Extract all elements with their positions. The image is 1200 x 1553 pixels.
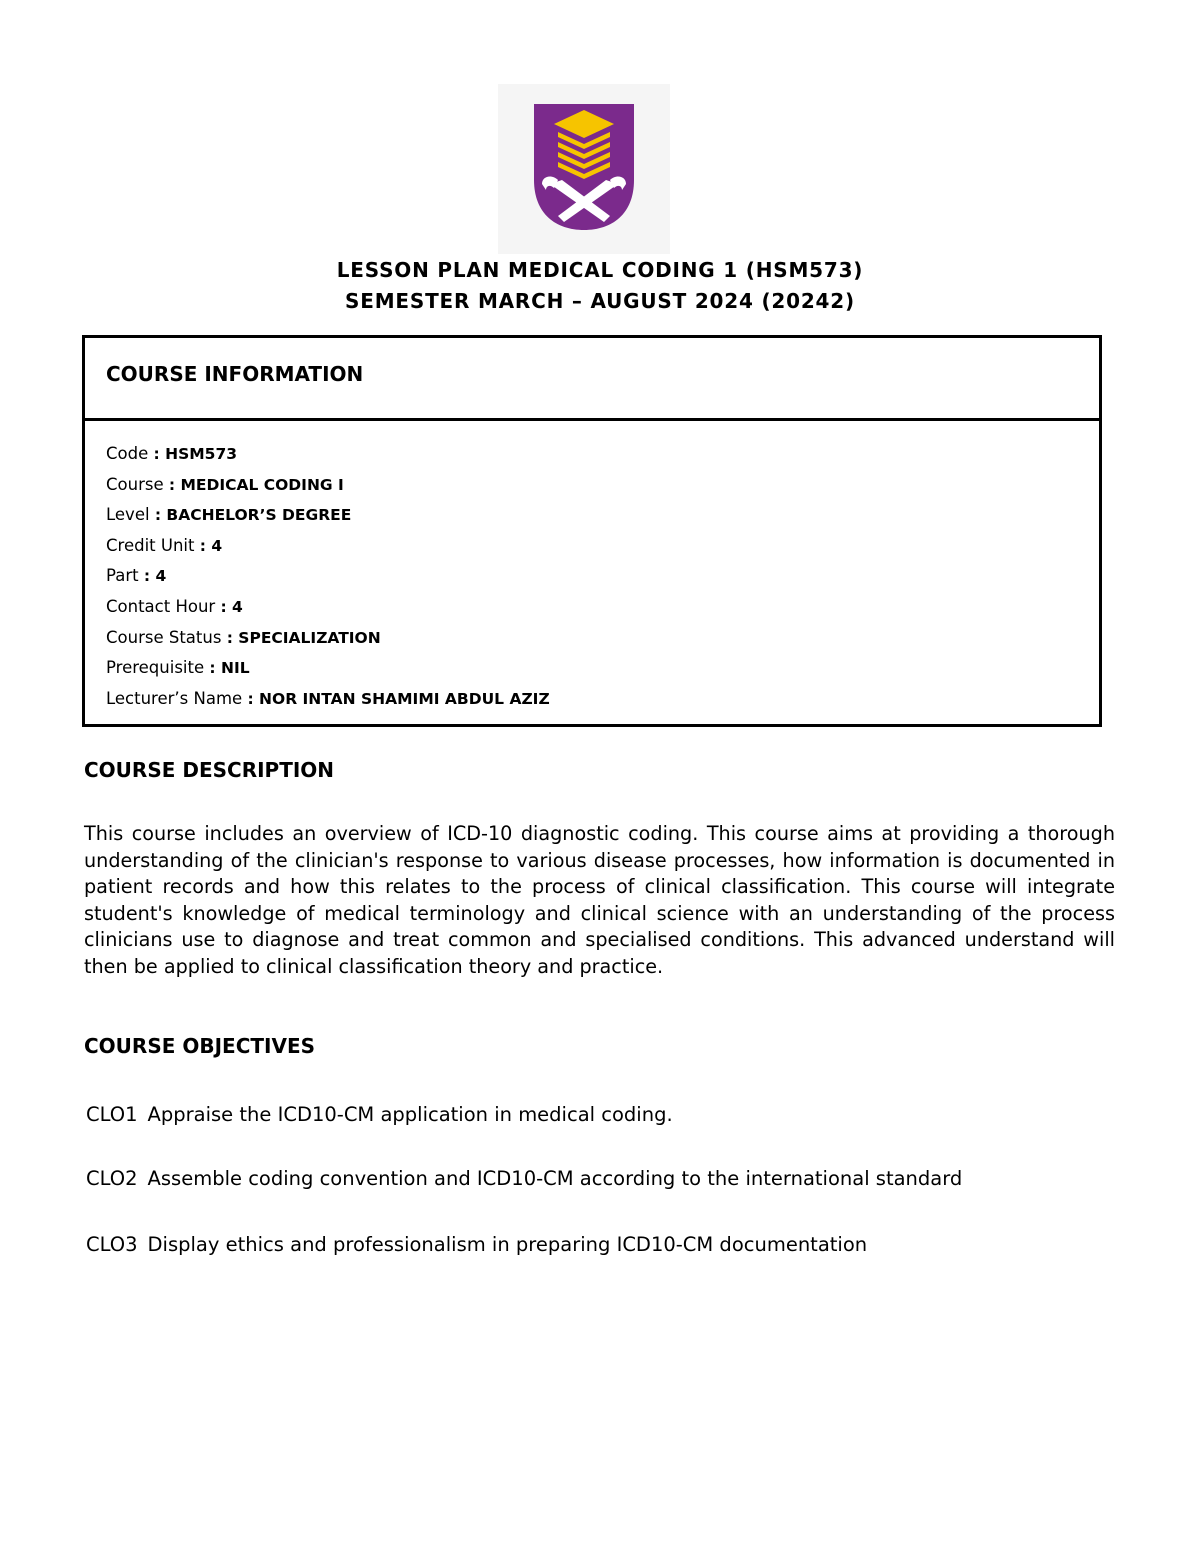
info-label: Prerequisite [106,658,205,678]
course-information-header [85,338,1099,421]
info-row-course-status: Course Status : SPECIALIZATION [106,627,381,647]
objective-code: CLO1 [86,1103,138,1126]
info-value: 4 [232,597,243,616]
info-label: Lecturer’s Name [106,688,243,708]
objective-text: Display ethics and professionalism in preparing ICD10-CM documentation [147,1233,868,1256]
info-label: Code [106,444,149,463]
objective-item [86,1233,867,1256]
info-label: Level [106,505,150,525]
info-row-code: Code : HSM573 [106,444,238,463]
info-label: Course Status [106,627,222,647]
objective-code: CLO2 [86,1167,138,1190]
objective-text: Assemble coding convention and ICD10-CM according to the international standard [147,1167,963,1190]
document-subtitle: SEMESTER MARCH – AUGUST 2024 (20242) [345,289,855,313]
objective-text: Appraise the ICD10-CM application in medical coding. [147,1103,673,1126]
info-value: SPECIALIZATION [238,628,381,647]
course-information-box [82,335,1102,727]
info-value: NOR INTAN SHAMIMI ABDUL AZIZ [259,689,550,708]
info-row-level: Level : BACHELOR’S DEGREE [106,505,352,525]
course-information-heading: COURSE INFORMATION [106,362,364,386]
university-crest-icon [498,84,670,254]
info-value: BACHELOR’S DEGREE [166,506,352,525]
info-row-part: Part : 4 [106,566,167,586]
info-value: 4 [211,536,223,555]
info-value: HSM573 [165,445,238,463]
course-objectives-heading: COURSE OBJECTIVES [84,1034,316,1058]
objective-item [86,1103,673,1126]
objective-code: CLO3 [86,1233,138,1256]
info-row-credit-unit: Credit Unit : 4 [106,535,223,555]
info-value: 4 [155,567,167,586]
course-description-text: This course includes an overview of ICD-10 diagnostic coding. This course aims at providing a thorough understanding of the clinician's response to various disease processes, how information is documented in patient records and how this relates to the process of clinical classification. This course will integrate student's knowledge of medical terminology and clinical science with an understanding of the process clinicians use to diagnose and treat common and specialised conditions. This advanced understand will then be applied to clinical classification theory and practice. [84,822,1115,978]
course-information-rows [106,439,550,714]
info-row-lecturer-name: Lecturer’s Name : NOR INTAN SHAMIMI ABDUL AZIZ [106,688,550,708]
document-title: LESSON PLAN MEDICAL CODING 1 (HSM573) [336,258,864,282]
info-label: Credit Unit [106,535,195,555]
info-label: Contact Hour [106,596,216,616]
info-label: Course [106,474,164,494]
objective-item [86,1167,962,1190]
info-row-course: Course : MEDICAL CODING I [106,474,344,494]
info-row-prerequisite: Prerequisite : NIL [106,658,250,678]
info-label: Part [106,566,139,586]
info-value: NIL [220,659,250,678]
info-row-contact-hour: Contact Hour : 4 [106,596,243,616]
info-value: MEDICAL CODING I [180,475,344,494]
course-description-heading: COURSE DESCRIPTION [84,758,335,782]
